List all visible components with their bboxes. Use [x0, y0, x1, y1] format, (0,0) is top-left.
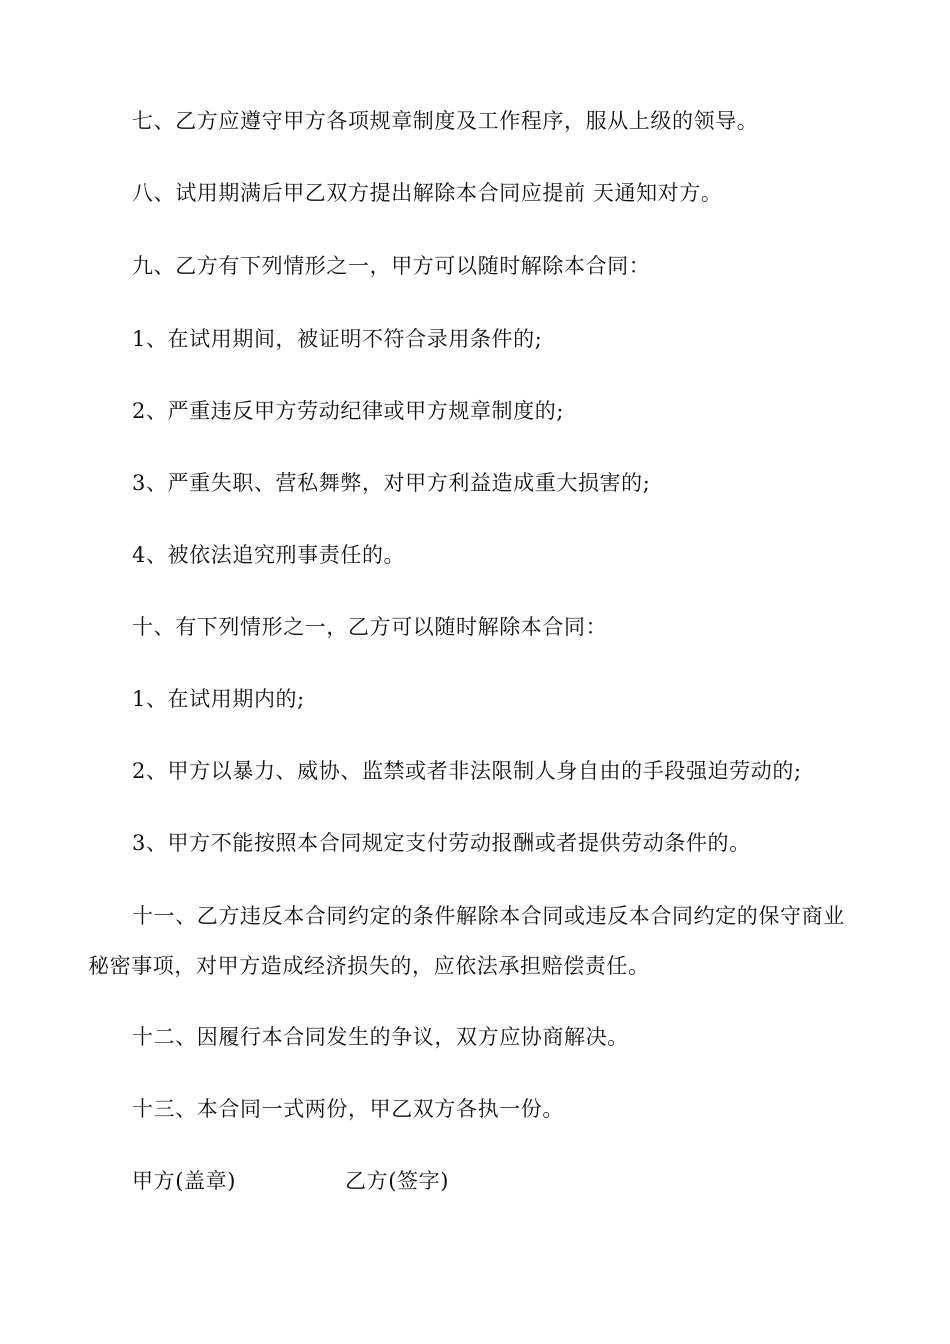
clause-9-item-4: 4、被依法追究刑事责任的。 — [132, 543, 406, 567]
party-a-signature-label: 甲方(盖章) — [132, 1169, 236, 1193]
clause-10-item-2: 2、甲方以暴力、威协、监禁或者非法限制人身自由的手段强迫劳动的; — [132, 759, 802, 783]
clause-9-item-2: 2、严重违反甲方劳动纪律或甲方规章制度的; — [132, 399, 565, 423]
clause-7: 七、乙方应遵守甲方各项规章制度及工作程序，服从上级的领导。 — [132, 109, 759, 133]
clause-10: 十、有下列情形之一，乙方可以随时解除本合同： — [132, 615, 608, 639]
clause-11-line-1: 十一、乙方违反本合同约定的条件解除本合同或违反本合同约定的保守商业 — [132, 904, 845, 928]
clause-13: 十三、本合同一式两份，甲乙双方各执一份。 — [132, 1097, 564, 1121]
clause-9-item-3: 3、严重失职、营私舞弊，对甲方利益造成重大损害的; — [132, 471, 651, 495]
clause-10-item-1: 1、在试用期内的; — [132, 687, 305, 711]
clause-9: 九、乙方有下列情形之一，甲方可以随时解除本合同： — [132, 254, 651, 278]
clause-12: 十二、因履行本合同发生的争议，双方应协商解决。 — [132, 1025, 629, 1049]
clause-11-line-2: 秘密事项，对甲方造成经济损失的，应依法承担赔偿责任。 — [88, 954, 650, 978]
clause-8: 八、试用期满后甲乙双方提出解除本合同应提前 天通知对方。 — [132, 181, 723, 205]
clause-10-item-3: 3、甲方不能按照本合同规定支付劳动报酬或者提供劳动条件的。 — [132, 831, 751, 855]
clause-9-item-1: 1、在试用期间，被证明不符合录用条件的; — [132, 327, 543, 351]
party-b-signature-label: 乙方(签字) — [345, 1169, 449, 1193]
